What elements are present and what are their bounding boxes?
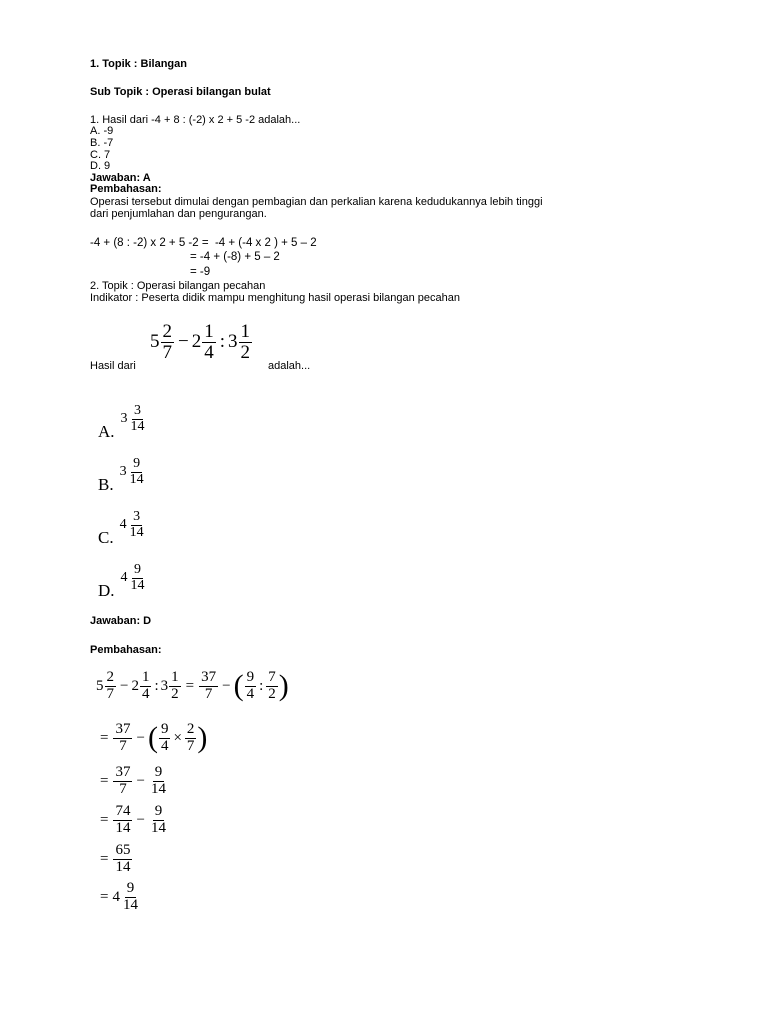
step-whole: 2 (131, 677, 139, 694)
expr-whole: 3 (228, 331, 238, 353)
step-operator: : (154, 677, 159, 694)
q2-expression (150, 322, 253, 363)
step-num: 74 (115, 803, 131, 819)
option-whole: 3 (120, 411, 128, 426)
q2-answer: Jawaban: D (90, 615, 152, 627)
expr-whole: 5 (150, 331, 160, 353)
step-den: 7 (119, 780, 127, 797)
step-num: 2 (186, 721, 195, 737)
option-whole: 3 (119, 464, 127, 479)
step-operator: − (120, 677, 129, 694)
q1-calc-line-2: = -4 + (-8) + 5 – 2 (190, 251, 280, 263)
step-whole: 5 (96, 677, 104, 694)
q1-option-b: B. -7 (90, 137, 114, 149)
expr-num: 1 (240, 321, 250, 342)
step-num: 37 (115, 721, 131, 737)
expr-num: 2 (162, 321, 172, 342)
q1-answer: Jawaban: A (90, 172, 151, 184)
q2-option-a (98, 396, 148, 442)
step-num: 37 (201, 669, 217, 685)
step-operator: − (136, 729, 145, 746)
option-den: 14 (130, 418, 145, 434)
expr-den: 4 (204, 341, 214, 363)
step-equals: = (100, 772, 109, 789)
option-den: 14 (129, 471, 144, 487)
step-den: 14 (115, 819, 131, 836)
q2-option-c (98, 502, 147, 548)
step-num: 9 (154, 764, 163, 780)
q2-option-b (98, 449, 147, 495)
option-num: 3 (133, 508, 141, 524)
q1-option-c: C. 7 (90, 149, 111, 161)
step-den: 14 (122, 896, 138, 913)
q1-calc-line-3: = -9 (190, 266, 211, 278)
expr-operator: : (219, 331, 225, 353)
step-den: 7 (119, 737, 127, 754)
option-num: 9 (134, 561, 142, 577)
step-den: 7 (204, 685, 213, 702)
step-den: 14 (150, 780, 166, 797)
solution-step-1 (96, 670, 289, 703)
q1-explanation-line-1: Operasi tersebut dimulai dengan pembagian dan perkalian karena kedudukannya lebih tinggi (90, 196, 543, 208)
q1-discussion-label: Pembahasan: (90, 183, 162, 195)
expr-operator: − (178, 331, 189, 353)
q2-prefix: Hasil dari (90, 360, 136, 372)
step-num: 1 (171, 669, 179, 685)
option-letter: B. (98, 475, 114, 494)
step-num: 9 (154, 803, 163, 819)
step-num: 1 (141, 669, 150, 685)
q2-indicator: Indikator : Peserta didik mampu menghitung hasil operasi bilangan pecahan (90, 292, 460, 304)
step-den: 2 (268, 685, 276, 702)
step-num: 9 (246, 669, 255, 685)
step-den: 4 (160, 737, 169, 754)
q1-question: 1. Hasil dari -4 + 8 : (-2) x 2 + 5 -2 adalah... (90, 114, 301, 126)
option-whole: 4 (120, 570, 128, 585)
q1-calc-line-1: -4 + (8 : -2) x 2 + 5 -2 = -4 + (-4 x 2 ) + 5 – 2 (90, 237, 317, 249)
step-num: 2 (106, 669, 114, 685)
left-paren: ( (147, 721, 158, 755)
step-equals: = (100, 729, 109, 746)
step-whole: 4 (112, 888, 120, 905)
step-num: 7 (268, 669, 276, 685)
left-paren: ( (233, 669, 244, 703)
step-den: 7 (186, 737, 195, 754)
step-equals: = (185, 677, 195, 694)
step-den: 14 (115, 858, 131, 875)
q1-explanation-line-2: dari penjumlahan dan pengurangan. (90, 208, 267, 220)
step-whole: 3 (160, 677, 169, 694)
expr-den: 7 (162, 341, 172, 363)
q2-option-d (98, 555, 148, 601)
step-den: 2 (171, 685, 179, 702)
solution-step-5 (100, 843, 133, 876)
step-equals: = (100, 888, 109, 905)
q2-suffix: adalah... (268, 360, 311, 372)
option-num: 3 (134, 402, 142, 418)
solution-step-3 (100, 765, 169, 798)
step-operator: : (259, 677, 264, 694)
option-letter: A. (98, 422, 115, 441)
option-letter: D. (98, 581, 115, 600)
expr-whole: 2 (191, 331, 202, 353)
step-operator: − (136, 772, 145, 789)
right-paren: ) (197, 721, 208, 755)
q2-discussion-label: Pembahasan: (90, 644, 162, 656)
step-num: 9 (160, 721, 169, 737)
step-operator: × (173, 729, 182, 746)
step-equals: = (100, 850, 109, 867)
expr-num: 1 (204, 321, 214, 342)
q1-option-a: A. -9 (90, 125, 114, 137)
step-den: 4 (246, 685, 255, 702)
option-den: 14 (130, 577, 145, 593)
step-equals: = (100, 811, 109, 828)
option-num: 9 (133, 455, 141, 471)
option-whole: 4 (119, 517, 127, 532)
step-den: 7 (106, 685, 114, 702)
right-paren: ) (278, 669, 289, 703)
expr-den: 2 (240, 341, 250, 363)
q2-topic: 2. Topik : Operasi bilangan pecahan (90, 280, 266, 292)
step-operator: − (222, 677, 231, 694)
step-num: 9 (126, 880, 135, 896)
q1-option-d: D. 9 (90, 160, 111, 172)
option-letter: C. (98, 528, 114, 547)
solution-step-6 (100, 881, 141, 914)
topic-heading: 1. Topik : Bilangan (90, 58, 187, 70)
option-den: 14 (129, 524, 144, 540)
step-num: 65 (115, 842, 131, 858)
step-den: 14 (150, 819, 166, 836)
step-operator: − (136, 811, 145, 828)
subtopic-heading: Sub Topik : Operasi bilangan bulat (90, 86, 271, 98)
solution-step-2 (100, 722, 207, 755)
step-num: 37 (115, 764, 131, 780)
step-den: 4 (141, 685, 150, 702)
solution-step-4 (100, 804, 169, 837)
